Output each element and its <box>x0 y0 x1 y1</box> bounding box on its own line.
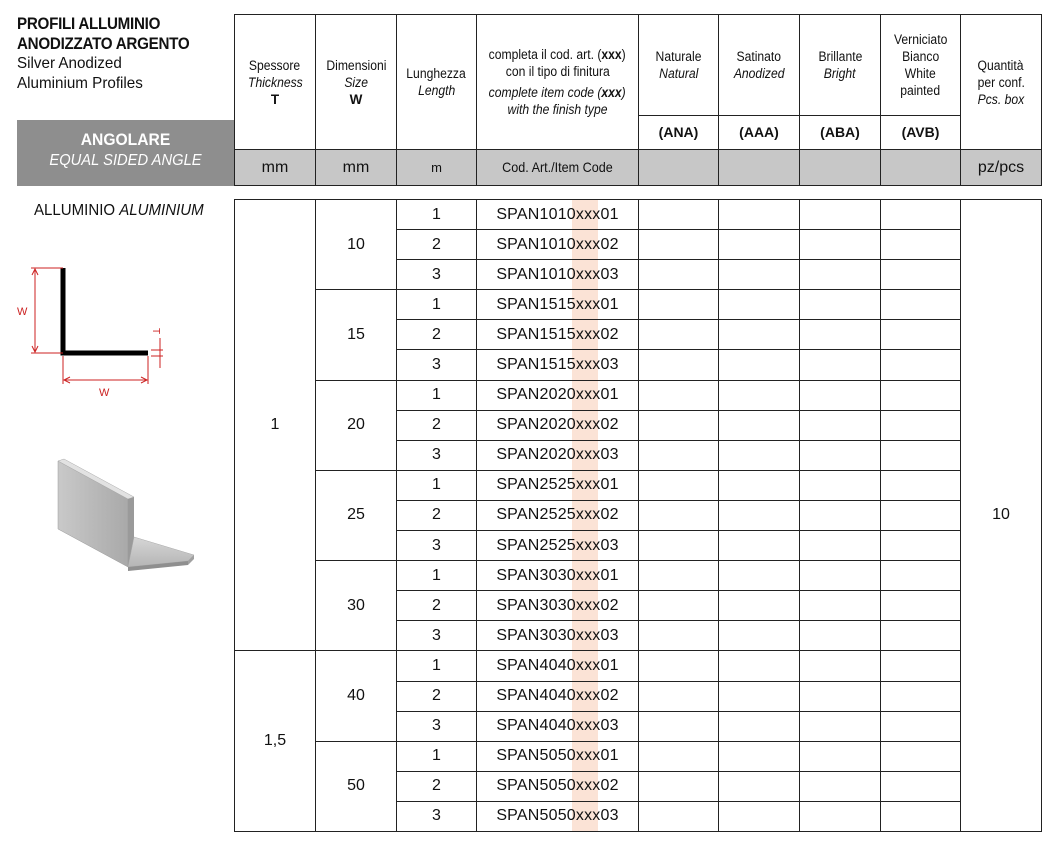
cell-thickness: 1,5 <box>235 651 316 832</box>
item-code-text: SPAN3030xxx03 <box>496 626 619 644</box>
cell-item-code <box>477 741 639 771</box>
cell-item-code <box>477 801 639 831</box>
item-code-text: SPAN1515xxx03 <box>496 356 619 374</box>
cell-finish-bright <box>800 651 881 681</box>
material-en: ALUMINIUM <box>119 202 204 219</box>
cell-finish-bright <box>800 440 881 470</box>
dim-w-horizontal: W <box>99 387 110 399</box>
item-code-text: SPAN2020xxx03 <box>496 446 619 464</box>
cell-finish-white-painted <box>881 500 961 530</box>
unit-thickness: mm <box>235 150 316 186</box>
cell-finish-bright <box>800 531 881 561</box>
cell-finish-anodized <box>719 771 800 801</box>
cell-finish-anodized <box>719 290 800 320</box>
table-row <box>235 200 1042 230</box>
angle-3d-render-image <box>50 455 200 575</box>
product-name-en: EQUAL SIDED ANGLE <box>49 152 202 169</box>
item-code-text: SPAN1515xxx01 <box>496 295 619 313</box>
item-code-text: SPAN2020xxx01 <box>496 386 619 404</box>
cell-finish-bright <box>800 711 881 741</box>
finish-code-avb: (AVB) <box>881 116 961 150</box>
cell-finish-white-painted <box>881 410 961 440</box>
cell-finish-natural <box>639 651 719 681</box>
cell-finish-natural <box>639 410 719 440</box>
cell-size: 50 <box>316 741 397 831</box>
cell-item-code <box>477 500 639 530</box>
item-code-text: SPAN2525xxx01 <box>496 476 619 494</box>
cell-length: 3 <box>397 440 477 470</box>
cell-finish-bright <box>800 801 881 831</box>
cell-finish-bright <box>800 500 881 530</box>
cell-finish-natural <box>639 801 719 831</box>
unit-length: m <box>397 150 477 186</box>
unit-item-code: Cod. Art./Item Code <box>477 150 639 186</box>
cell-item-code <box>477 470 639 500</box>
cell-finish-bright <box>800 230 881 260</box>
cell-finish-bright <box>800 681 881 711</box>
dim-t: T <box>150 328 161 335</box>
cell-finish-bright <box>800 591 881 621</box>
cell-item-code <box>477 651 639 681</box>
cell-finish-white-painted <box>881 621 961 651</box>
item-code-text: SPAN2525xxx03 <box>496 536 619 554</box>
cell-item-code <box>477 561 639 591</box>
cell-item-code <box>477 290 639 320</box>
cell-finish-natural <box>639 290 719 320</box>
cell-finish-anodized <box>719 531 800 561</box>
header-finish-anodized: Satinato Anodized <box>719 15 800 116</box>
cell-length: 1 <box>397 200 477 230</box>
item-code-text: SPAN1010xxx02 <box>496 235 619 253</box>
cell-length: 3 <box>397 621 477 651</box>
header-quantity: Quantità per conf. Pcs. box <box>961 15 1042 150</box>
cell-finish-anodized <box>719 801 800 831</box>
item-code-text: SPAN5050xxx02 <box>496 777 619 795</box>
cell-finish-anodized <box>719 410 800 440</box>
cell-finish-white-painted <box>881 681 961 711</box>
cell-finish-bright <box>800 741 881 771</box>
cell-length: 2 <box>397 771 477 801</box>
cell-length: 1 <box>397 741 477 771</box>
cell-thickness: 1 <box>235 200 316 651</box>
table-row <box>235 470 1042 500</box>
cell-finish-natural <box>639 771 719 801</box>
cell-finish-white-painted <box>881 771 961 801</box>
cell-item-code <box>477 681 639 711</box>
unit-size: mm <box>316 150 397 186</box>
angle-dimension-diagram <box>15 262 175 402</box>
header-finish-white-painted: Verniciato Bianco White painted <box>881 15 961 116</box>
title-it-line1: PROFILI ALLUMINIO <box>17 15 161 33</box>
cell-item-code <box>477 230 639 260</box>
cell-finish-white-painted <box>881 440 961 470</box>
item-code-text: SPAN3030xxx01 <box>496 566 619 584</box>
cell-finish-natural <box>639 681 719 711</box>
cell-finish-natural <box>639 591 719 621</box>
cell-finish-bright <box>800 350 881 380</box>
cell-size: 25 <box>316 470 397 560</box>
cell-finish-natural <box>639 500 719 530</box>
cell-size: 30 <box>316 561 397 651</box>
cell-finish-white-painted <box>881 320 961 350</box>
item-code-text: SPAN4040xxx02 <box>496 687 619 705</box>
cell-finish-natural <box>639 561 719 591</box>
cell-finish-anodized <box>719 230 800 260</box>
item-code-text: SPAN3030xxx02 <box>496 596 619 614</box>
cell-finish-white-painted <box>881 741 961 771</box>
material-label <box>34 201 204 221</box>
cell-finish-bright <box>800 561 881 591</box>
cell-item-code <box>477 260 639 290</box>
item-code-text: SPAN1515xxx02 <box>496 325 619 343</box>
cell-finish-white-painted <box>881 591 961 621</box>
cell-finish-anodized <box>719 621 800 651</box>
item-code-text: SPAN5050xxx01 <box>496 747 619 765</box>
cell-finish-white-painted <box>881 531 961 561</box>
cell-finish-anodized <box>719 470 800 500</box>
cell-length: 2 <box>397 410 477 440</box>
cell-size: 10 <box>316 200 397 290</box>
cell-finish-natural <box>639 531 719 561</box>
cell-finish-natural <box>639 470 719 500</box>
cell-finish-anodized <box>719 711 800 741</box>
cell-length: 1 <box>397 470 477 500</box>
table-row <box>235 290 1042 320</box>
cell-finish-anodized <box>719 440 800 470</box>
finish-code-aba: (ABA) <box>800 116 881 150</box>
item-code-text: SPAN4040xxx01 <box>496 656 619 674</box>
cell-finish-white-painted <box>881 230 961 260</box>
header-finish-natural: Naturale Natural <box>639 15 719 116</box>
cell-finish-white-painted <box>881 801 961 831</box>
cell-finish-natural <box>639 711 719 741</box>
cell-finish-natural <box>639 741 719 771</box>
cell-length: 3 <box>397 711 477 741</box>
cell-item-code <box>477 200 639 230</box>
cell-length: 1 <box>397 561 477 591</box>
cell-finish-anodized <box>719 741 800 771</box>
cell-item-code <box>477 771 639 801</box>
cell-finish-anodized <box>719 591 800 621</box>
product-name: ANGOLARE <box>80 130 171 149</box>
cell-finish-natural <box>639 230 719 260</box>
cell-size: 15 <box>316 290 397 380</box>
finish-code-aaa: (AAA) <box>719 116 800 150</box>
cell-finish-white-painted <box>881 380 961 410</box>
cell-finish-anodized <box>719 350 800 380</box>
material-it: ALLUMINIO <box>34 202 116 219</box>
cell-finish-anodized <box>719 320 800 350</box>
cell-finish-bright <box>800 260 881 290</box>
cell-finish-white-painted <box>881 200 961 230</box>
cell-finish-bright <box>800 470 881 500</box>
finish-code-ana: (ANA) <box>639 116 719 150</box>
cell-item-code <box>477 410 639 440</box>
cell-length: 2 <box>397 500 477 530</box>
title-it-line2: ANODIZZATO ARGENTO <box>17 35 190 53</box>
cell-item-code <box>477 711 639 741</box>
table-row <box>235 380 1042 410</box>
cell-finish-white-painted <box>881 260 961 290</box>
cell-finish-natural <box>639 440 719 470</box>
cell-finish-bright <box>800 290 881 320</box>
table-row <box>235 561 1042 591</box>
unit-finish-white <box>881 150 961 186</box>
cell-finish-anodized <box>719 200 800 230</box>
cell-size: 20 <box>316 380 397 470</box>
unit-quantity: pz/pcs <box>961 150 1042 186</box>
cell-length: 1 <box>397 651 477 681</box>
cell-item-code <box>477 621 639 651</box>
unit-finish-natural <box>639 150 719 186</box>
catalog-title <box>17 14 232 94</box>
cell-finish-natural <box>639 380 719 410</box>
cell-size: 40 <box>316 651 397 741</box>
header-length: Lunghezza Length <box>397 15 477 150</box>
cell-length: 2 <box>397 681 477 711</box>
title-en-line2: Aluminium Profiles <box>17 75 143 92</box>
cell-finish-bright <box>800 771 881 801</box>
cell-finish-natural <box>639 200 719 230</box>
cell-length: 3 <box>397 531 477 561</box>
header-thickness: Spessore Thickness T <box>235 15 316 150</box>
product-band <box>17 120 234 186</box>
cell-item-code <box>477 440 639 470</box>
cell-finish-bright <box>800 200 881 230</box>
spec-table-header <box>234 14 1042 186</box>
title-en-line1: Silver Anodized <box>17 55 122 72</box>
cell-length: 1 <box>397 380 477 410</box>
cell-length: 2 <box>397 591 477 621</box>
item-code-text: SPAN4040xxx03 <box>496 717 619 735</box>
cell-finish-natural <box>639 320 719 350</box>
unit-finish-anodized <box>719 150 800 186</box>
item-code-text: SPAN1010xxx03 <box>496 265 619 283</box>
cell-item-code <box>477 531 639 561</box>
cell-length: 2 <box>397 230 477 260</box>
cell-finish-bright <box>800 410 881 440</box>
cell-finish-natural <box>639 260 719 290</box>
cell-finish-bright <box>800 320 881 350</box>
cell-finish-bright <box>800 380 881 410</box>
unit-finish-bright <box>800 150 881 186</box>
header-item-code: completa il cod. art. (xxx) con il tipo di finitura complete item code (xxx) with the finish type <box>477 15 639 150</box>
header-size: Dimensioni Size W <box>316 15 397 150</box>
cell-item-code <box>477 380 639 410</box>
angle-profile-shape <box>63 268 148 353</box>
cell-length: 3 <box>397 801 477 831</box>
cell-item-code <box>477 350 639 380</box>
cell-finish-natural <box>639 621 719 651</box>
cell-length: 1 <box>397 290 477 320</box>
dim-w-vertical: W <box>17 306 28 318</box>
cell-finish-white-painted <box>881 651 961 681</box>
cell-finish-anodized <box>719 681 800 711</box>
cell-finish-natural <box>639 350 719 380</box>
cell-finish-anodized <box>719 260 800 290</box>
table-row <box>235 741 1042 771</box>
item-code-text: SPAN2525xxx02 <box>496 506 619 524</box>
item-code-text: SPAN5050xxx03 <box>496 807 619 825</box>
cell-finish-white-painted <box>881 561 961 591</box>
table-row <box>235 651 1042 681</box>
cell-length: 3 <box>397 350 477 380</box>
cell-item-code <box>477 320 639 350</box>
cell-length: 2 <box>397 320 477 350</box>
cell-finish-bright <box>800 621 881 651</box>
item-code-text: SPAN1010xxx01 <box>496 205 619 223</box>
spec-table-body <box>234 199 1042 832</box>
header-finish-bright: Brillante Bright <box>800 15 881 116</box>
item-code-text: SPAN2020xxx02 <box>496 416 619 434</box>
cell-finish-white-painted <box>881 350 961 380</box>
cell-quantity: 10 <box>961 200 1042 832</box>
cell-finish-anodized <box>719 500 800 530</box>
cell-item-code <box>477 591 639 621</box>
cell-finish-anodized <box>719 651 800 681</box>
cell-finish-anodized <box>719 561 800 591</box>
cell-length: 3 <box>397 260 477 290</box>
cell-finish-anodized <box>719 380 800 410</box>
cell-finish-white-painted <box>881 470 961 500</box>
cell-finish-white-painted <box>881 290 961 320</box>
cell-finish-white-painted <box>881 711 961 741</box>
